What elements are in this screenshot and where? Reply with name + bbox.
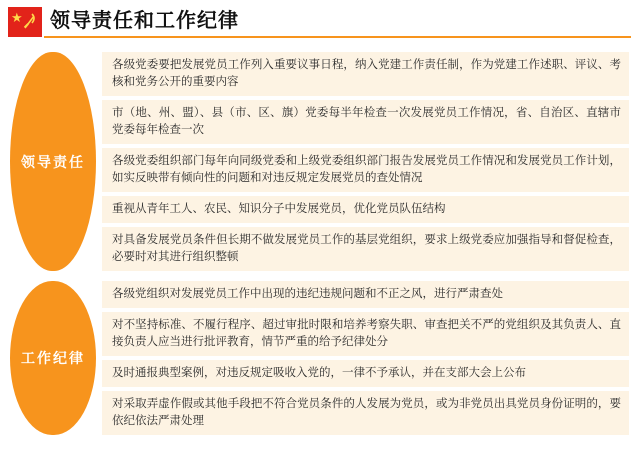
list-item: 各级党委要把发展党员工作列入重要议事日程，纳入党建工作责任制，作为党建工作述职、评议、考核和党务公开的重要内容 xyxy=(102,52,629,98)
group-rows xyxy=(102,281,629,435)
list-item: 重视从青年工人、农民、知识分子中发展党员，优化党员队伍结构 xyxy=(102,194,629,225)
list-item: 各级党组织对发展党员工作中出现的违纪违规问题和不正之风，进行严肃查处 xyxy=(102,281,629,310)
hammer-sickle-icon xyxy=(23,12,37,30)
list-item: 及时通报典型案例，对违反规定吸收入党的，一律不予承认，并在支部大会上公布 xyxy=(102,358,629,389)
page-header xyxy=(0,0,639,44)
list-item: 对不坚持标准、不履行程序、超过审批时限和培养考察失职、审查把关不严的党组织及其负责人、直接负责人应当进行批评教育，情节严重的给予纪律处分 xyxy=(102,310,629,358)
list-item: 对具备发展党员条件但长期不做发展党员工作的基层党组织，要求上级党委应加强指导和督促检查，必要时对其进行组织整顿 xyxy=(102,225,629,271)
party-emblem-icon xyxy=(8,7,42,37)
group-label: 工作纪律 xyxy=(10,281,96,435)
title-underline xyxy=(44,36,631,38)
group-leadership-responsibility xyxy=(10,52,629,271)
list-item: 对采取弄虚作假或其他手段把不符合党员条件的人发展为党员，或为非党员出具党员身份证明的，要依纪依法严肃处理 xyxy=(102,389,629,435)
responsibility-diagram xyxy=(0,44,639,435)
star-icon: ★ xyxy=(11,10,23,25)
group-work-discipline xyxy=(10,281,629,435)
page-title: 领导责任和工作纪律 xyxy=(50,10,239,32)
group-label: 领导责任 xyxy=(10,52,96,271)
list-item: 市（地、州、盟）、县（市、区、旗）党委每半年检查一次发展党员工作情况，省、自治区、直辖市党委每年检查一次 xyxy=(102,98,629,146)
list-item: 各级党委组织部门每年向同级党委和上级党委组织部门报告发展党员工作情况和发展党员工作计划，如实反映带有倾向性的问题和对违反规定发展党员的查处情况 xyxy=(102,146,629,194)
group-rows xyxy=(102,52,629,271)
